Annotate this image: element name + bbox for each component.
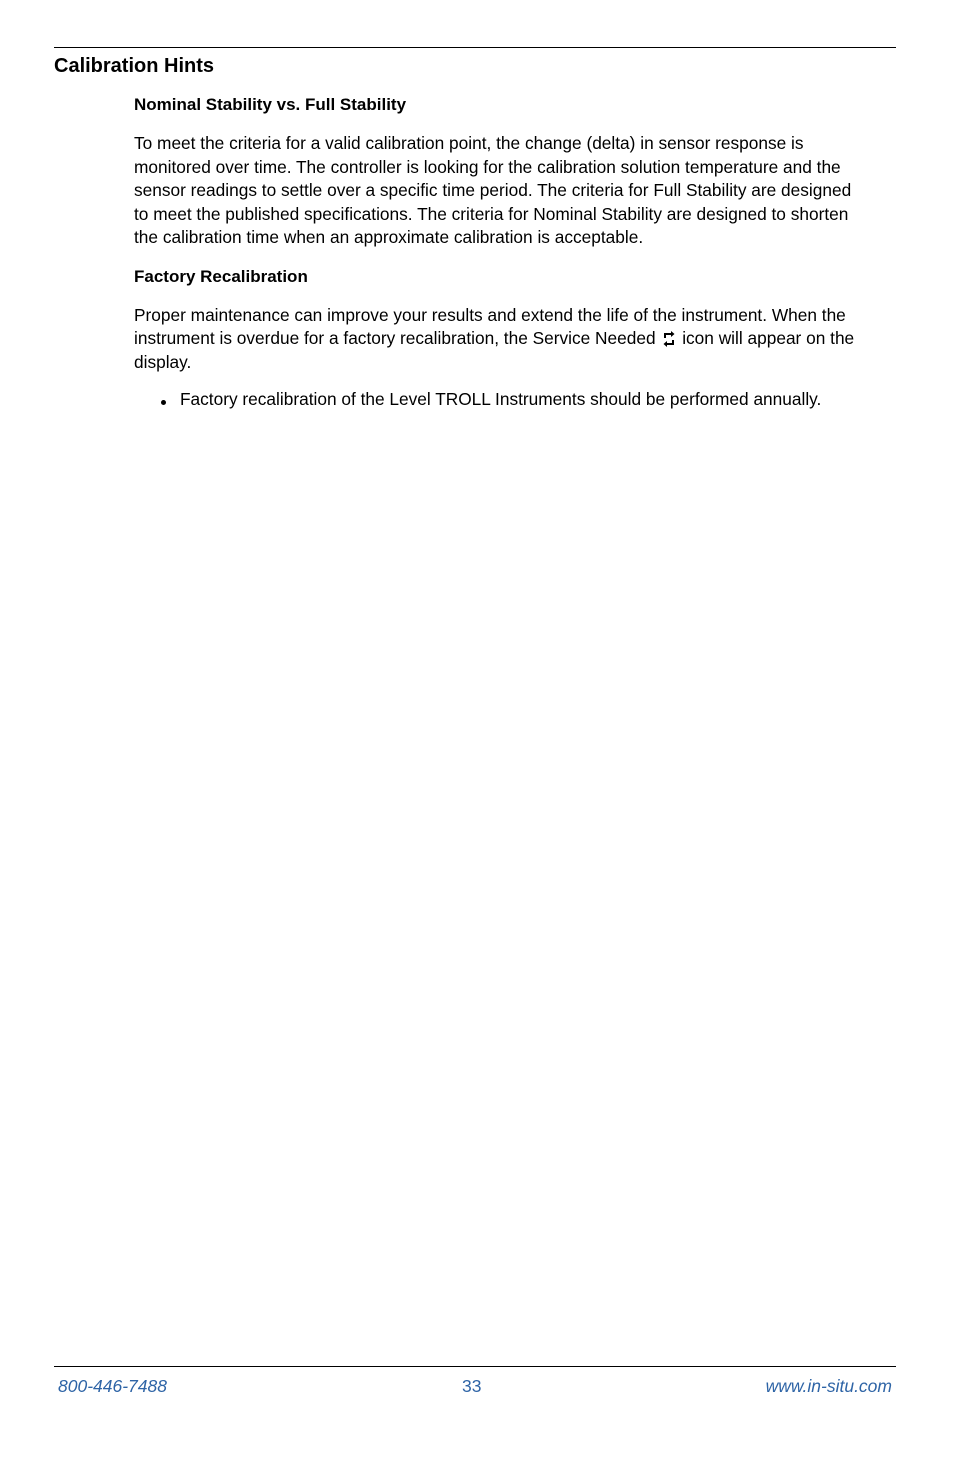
factory-recalibration-paragraph (134, 304, 864, 375)
nominal-stability-heading: Nominal Stability vs. Full Stability (134, 95, 407, 114)
footer-rule (54, 1366, 896, 1367)
footer-phone: 800-446-7488 (58, 1376, 167, 1396)
bullet-marker (161, 400, 166, 405)
factory-paragraph-text-end: icon will appear on the display. (134, 328, 855, 372)
section-title: Calibration Hints (54, 55, 215, 77)
bullet-text: Factory recalibration of the Level TROLL Instruments should be performed annually. (180, 389, 822, 409)
footer-page-number: 33 (462, 1376, 482, 1396)
header-rule (54, 47, 896, 48)
factory-paragraph-text-start: Proper maintenance can improve your results and extend the life of the instrument. When the instrument is overdue for a factory recalibration, the Service Needed (134, 304, 846, 348)
bullet-list (134, 388, 864, 412)
factory-recalibration-heading: Factory Recalibration (134, 266, 308, 286)
footer-website-link[interactable]: www.in-situ.com (765, 1376, 892, 1396)
list-item (134, 388, 864, 412)
service-needed-icon (662, 330, 676, 348)
content-area (134, 94, 864, 412)
nominal-stability-paragraph: To meet the criteria for a valid calibration point, the change (delta) in sensor response is monitored over time. The controller is looking for the calibration solution temperature and the sensor readings to settle over a specific time period. The criteria for Full Stability are designed to meet the published specifications. The criteria for Nominal Stability are designed to shorten the calibration time when an approximate calibration is acceptable. (134, 133, 852, 247)
